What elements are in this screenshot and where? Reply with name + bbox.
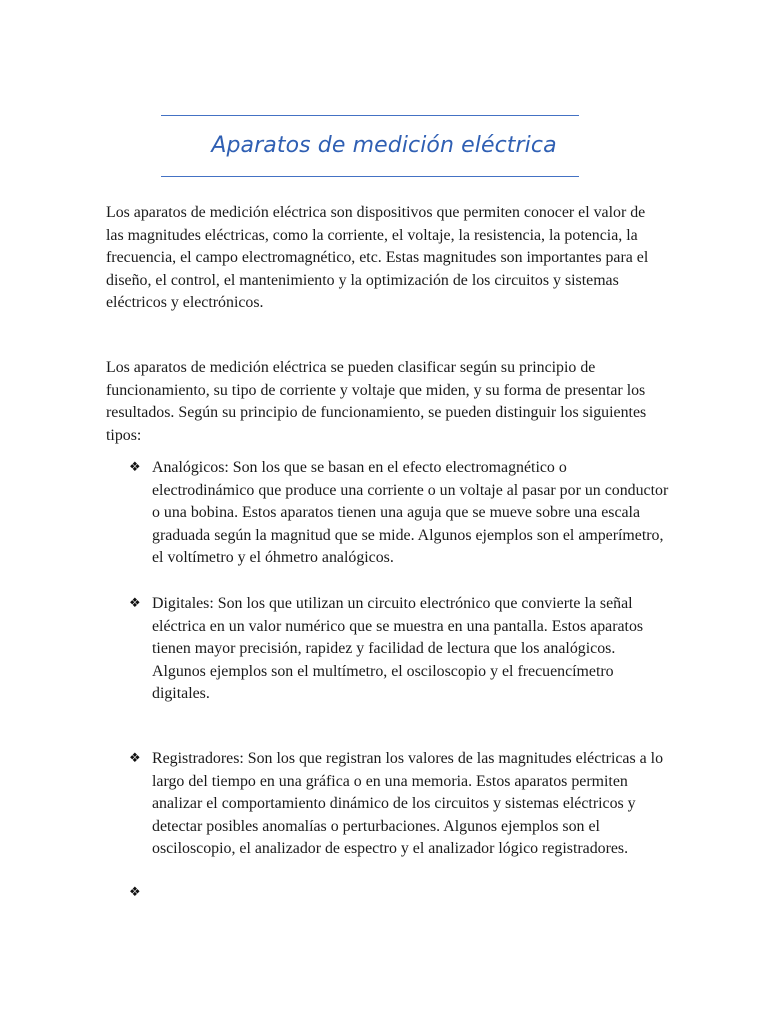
diamond-bullet-icon: ❖ [129, 460, 141, 475]
document-title: Aparatos de medición eléctrica [211, 133, 557, 158]
title-top-rule [161, 115, 579, 116]
list-item-text: Analógicos: Son los que se basan en el efecto electromagnético o electrodinámico que produce una corriente o un voltaje al pasar por un conductor o una bobina. Estos aparatos tienen una aguja que se mueve sobre una escala graduada según la magnitud que se mide. Algunos ejemplos son el amperímetro, el voltímetro y el óhmetro analógicos. [152, 459, 669, 566]
diamond-bullet-icon: ❖ [129, 596, 141, 611]
classification-paragraph: Los aparatos de medición eléctrica se pueden clasificar según su principio de funcionamiento, su tipo de corriente y voltaje que miden, y su forma de presentar los resultados. Según su principio de funcionamiento, se pueden distinguir los siguientes tipos: [106, 359, 647, 444]
list-item-text: Digitales: Son los que utilizan un circuito electrónico que convierte la señal eléctrica en un valor numérico que se muestra en una pantalla. Estos aparatos tienen mayor precisión, rapidez y facilidad de lectura que los analógicos. Algunos ejemplos son el multímetro, el osciloscopio y el frecuencímetro digitales. [152, 595, 644, 702]
diamond-bullet-icon: ❖ [129, 751, 141, 766]
list-item-text: Registradores: Son los que registran los valores de las magnitudes eléctricas a lo largo del tiempo en una gráfica o en una memoria. Estos aparatos permiten analizar el comportamiento dinámico de los circuitos y sistemas eléctricos y detectar posibles anomalías o perturbaciones. Algunos ejemplos son el osciloscopio, el analizador de espectro y el analizador lógico registradores. [152, 750, 664, 857]
title-bottom-rule [161, 176, 579, 177]
intro-paragraph: Los aparatos de medición eléctrica son dispositivos que permiten conocer el valor de las magnitudes eléctricas, como la corriente, el voltaje, la resistencia, la potencia, la frecuencia, el campo electromagnético, etc. Estas magnitudes son importantes para el diseño, el control, el mantenimiento y la optimización de los circuitos y sistemas eléctricos y electrónicos. [106, 204, 649, 311]
diamond-bullet-icon: ❖ [129, 885, 141, 900]
